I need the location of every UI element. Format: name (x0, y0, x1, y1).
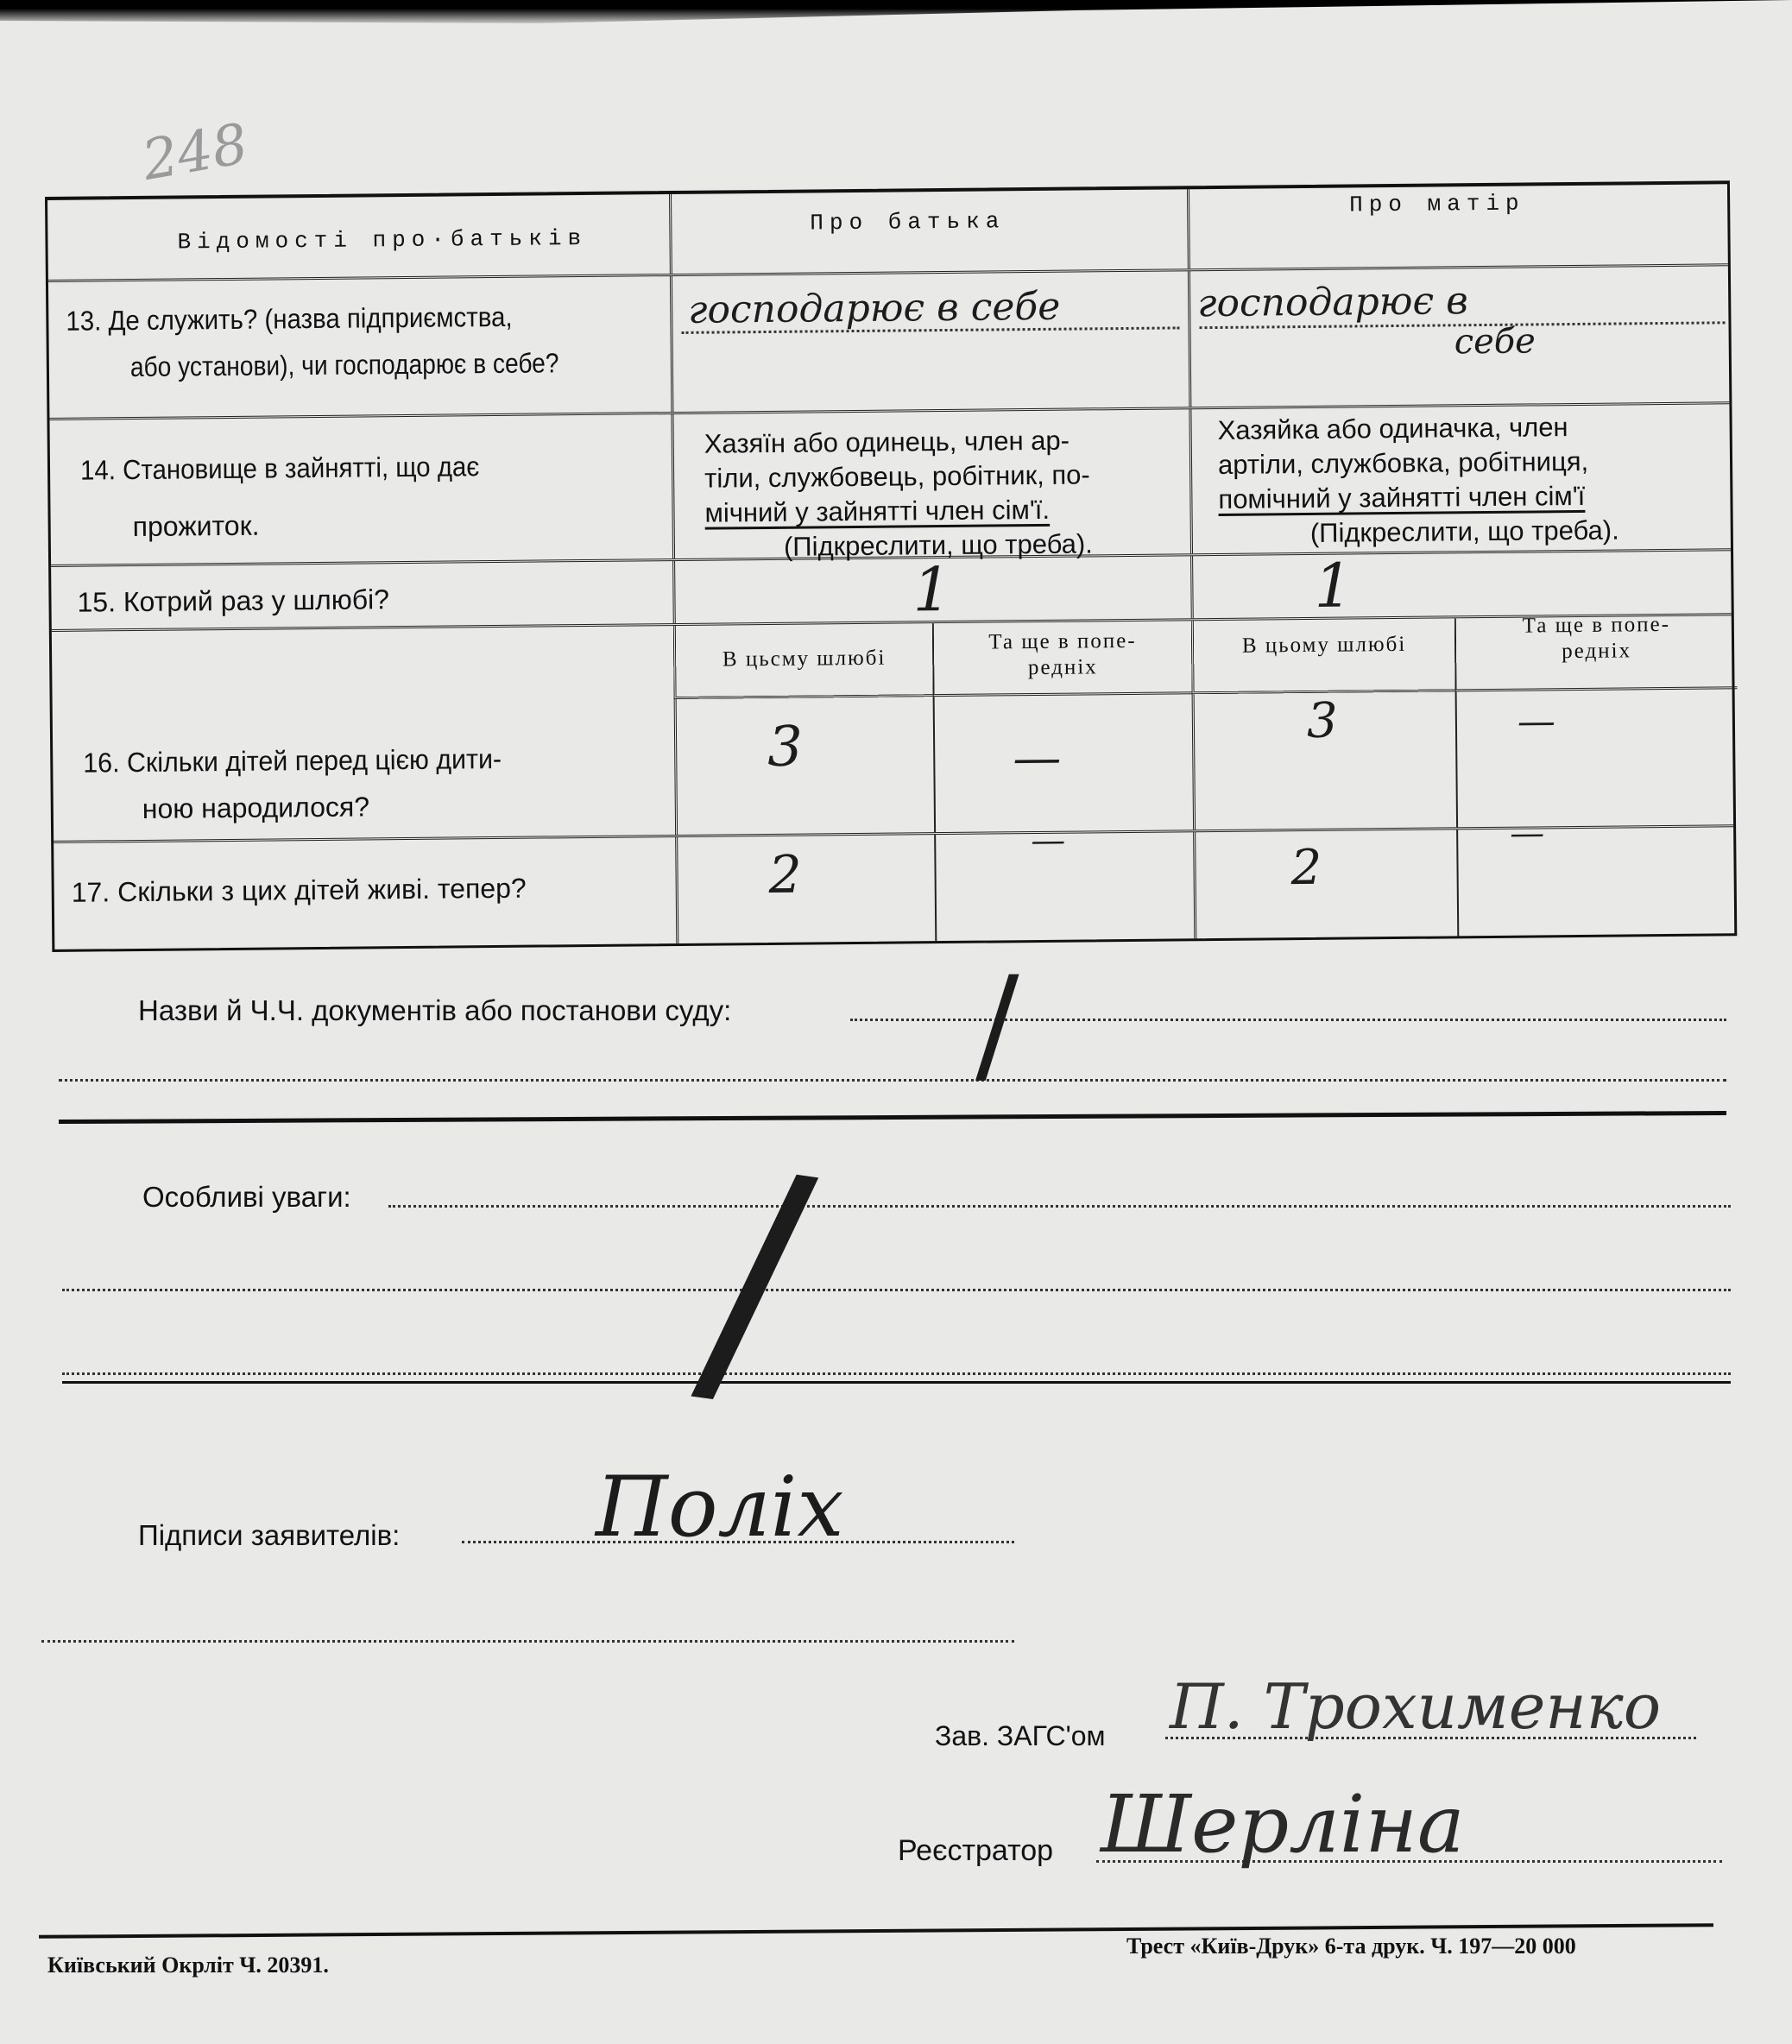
row17-father-this-cell (675, 835, 935, 944)
footer-left-imprint: Київський Окрліт Ч. 20391. (47, 1953, 329, 1978)
registrar-signature[interactable]: Шерліна (1101, 1778, 1465, 1871)
row13-question-line2: або установи), чи господарює в себе? (129, 347, 559, 383)
row16-father-prev-cell (933, 694, 1193, 832)
row13-mother-value-line2[interactable]: себе (1454, 321, 1536, 363)
row13-question-line1: Де служить? (назва підприємства, (108, 300, 513, 337)
row13-father-cell (670, 271, 1189, 412)
subheader-mother-prev-line2: редніх (1562, 639, 1632, 664)
row17-father-prev-cell (934, 820, 1194, 942)
remarks-value[interactable]: / (685, 1108, 827, 1450)
row15-mother-cell (1190, 550, 1737, 621)
header-father-cell (669, 189, 1188, 274)
section-divider (62, 1381, 1731, 1384)
table-row-16 (53, 689, 1733, 843)
row15-mother-value[interactable]: 1 (1314, 550, 1353, 621)
row17-father-this[interactable]: 2 (768, 844, 803, 905)
row15-father-value[interactable]: 1 (912, 553, 952, 626)
subheader-mother-prev-cell (1454, 612, 1738, 691)
parents-info-table (45, 180, 1737, 952)
row16-number: 16. (83, 747, 120, 779)
row17-number: 17. (71, 876, 110, 908)
row15-question-cell (51, 561, 673, 629)
row16-mother-prev-cell (1455, 689, 1738, 827)
header-info-cell (47, 194, 670, 280)
subheader-father-this: В цьсму шлюбі (722, 646, 887, 672)
row16-father-prev[interactable]: — (1012, 729, 1062, 787)
head-zags-signature[interactable]: П. Трохименко (1170, 1670, 1662, 1743)
row14-question-line2: прожиток. (132, 509, 260, 543)
father-option-line: (Підкреслити, що треба). (783, 528, 1094, 562)
documents-value[interactable]: / (975, 949, 1019, 1100)
table-row-17 (54, 813, 1734, 950)
header-mother: Про матір (1349, 190, 1525, 218)
subheader-mother-prev (1456, 611, 1738, 666)
mother-option-line: Хазяйка або одиначка, член (1217, 412, 1568, 445)
row15-number: 15. (77, 586, 117, 618)
row16-mother-this-cell (1192, 691, 1456, 830)
subheader-blank-cell (52, 626, 674, 705)
row15-question: Котрий раз у шлюбі? (123, 584, 390, 618)
subheader-father-this-cell (673, 623, 933, 699)
remarks-field-line2[interactable] (62, 1289, 1731, 1291)
row14-question-line1: Становище в зайнятті, що дає (122, 451, 480, 486)
father-option-line: тіли, службовець, робітник, по- (704, 459, 1090, 494)
header-father: Про батька (810, 208, 1006, 237)
row16-father-this[interactable]: 3 (767, 715, 804, 779)
subheader-father-prev (934, 628, 1192, 682)
row16-question-line1: Скільки дітей перед цією дити- (126, 742, 502, 779)
documents-field-line2[interactable] (59, 1079, 1726, 1082)
subheader-father-prev-cell (932, 621, 1192, 697)
row14-father-cell (671, 409, 1190, 562)
applicant-signature-field-line2[interactable] (41, 1640, 1014, 1643)
row13-father-value[interactable]: господарює в себе (688, 284, 1061, 332)
remarks-field-line3[interactable] (62, 1372, 1731, 1375)
remarks-field[interactable] (388, 1205, 1731, 1208)
row16-mother-this[interactable]: 3 (1306, 692, 1338, 749)
row15-father-cell (672, 553, 1191, 626)
row17-mother-this-cell (1193, 830, 1457, 939)
subheader-mother-this-cell (1191, 618, 1455, 694)
row16-question-cell (53, 699, 675, 841)
section-divider (59, 1111, 1726, 1124)
row14-mother-cell (1189, 404, 1736, 553)
header-info: Відомості про·батьків (177, 224, 588, 256)
row14-father-options (704, 422, 1172, 565)
father-option-line: Хазяїн або одинець, член ар- (704, 425, 1070, 459)
row13-mother-value-line1[interactable]: господарює в (1197, 279, 1468, 326)
applicant-signature[interactable]: Поліх (596, 1459, 844, 1555)
father-option-line: мічний у зайнятті член сім'ї. (704, 494, 1051, 528)
row16-father-this-cell (674, 697, 934, 835)
row16-question-line2: ною народилося? (142, 791, 370, 824)
applicant-signatures-label: Підписи заявителів: (138, 1519, 401, 1551)
mother-option-line: (Підкреслити, що треба). (1309, 514, 1619, 548)
row13-number: 13. (66, 305, 102, 337)
row17-question: Скільки з цих дітей живі. тепер? (117, 872, 527, 908)
row17-mother-this[interactable]: 2 (1290, 839, 1322, 897)
row13-question-cell (48, 276, 671, 418)
row17-mother-prev[interactable]: — (1509, 813, 1545, 854)
row17-father-prev[interactable]: — (1030, 820, 1066, 861)
subheader-mother-this: В цьому шлюбі (1241, 632, 1407, 658)
remarks-label: Особливі уваги: (142, 1181, 351, 1213)
mother-option-line: артіли, службовка, робітниця, (1217, 445, 1589, 480)
row17-mother-prev-cell (1456, 813, 1739, 937)
subheader-father-prev-line2: редніх (1027, 655, 1098, 680)
table-row-13 (48, 266, 1729, 420)
table-header-row (47, 184, 1728, 282)
scan-edge (0, 0, 1792, 26)
footer-right-imprint: Трест «Київ-Друк» 6-та друк. Ч. 197—20 000 (1126, 1934, 1576, 1959)
row13-mother-cell (1188, 266, 1734, 407)
subheader-mother-prev-line1: Та ще в попе- (1522, 612, 1671, 638)
header-mother-cell (1187, 184, 1733, 268)
row17-question-cell (54, 837, 676, 950)
row14-number: 14. (79, 454, 117, 486)
row14-question-cell (49, 414, 672, 565)
archive-mark: 248 (137, 111, 253, 194)
table-row-14 (49, 404, 1731, 567)
mother-option-line: помічний у зайнятті член сім'ї (1218, 480, 1586, 514)
registrar-label: Реєстратор (898, 1834, 1054, 1867)
documents-label: Назви й Ч.Ч. документів або постанови суду: (138, 994, 732, 1026)
head-zags-label: Зав. ЗАГС'ом (935, 1720, 1106, 1751)
row14-mother-options (1217, 408, 1711, 551)
row16-mother-prev[interactable]: — (1517, 699, 1556, 744)
subheader-father-prev-line1: Та ще в попе- (988, 628, 1137, 654)
